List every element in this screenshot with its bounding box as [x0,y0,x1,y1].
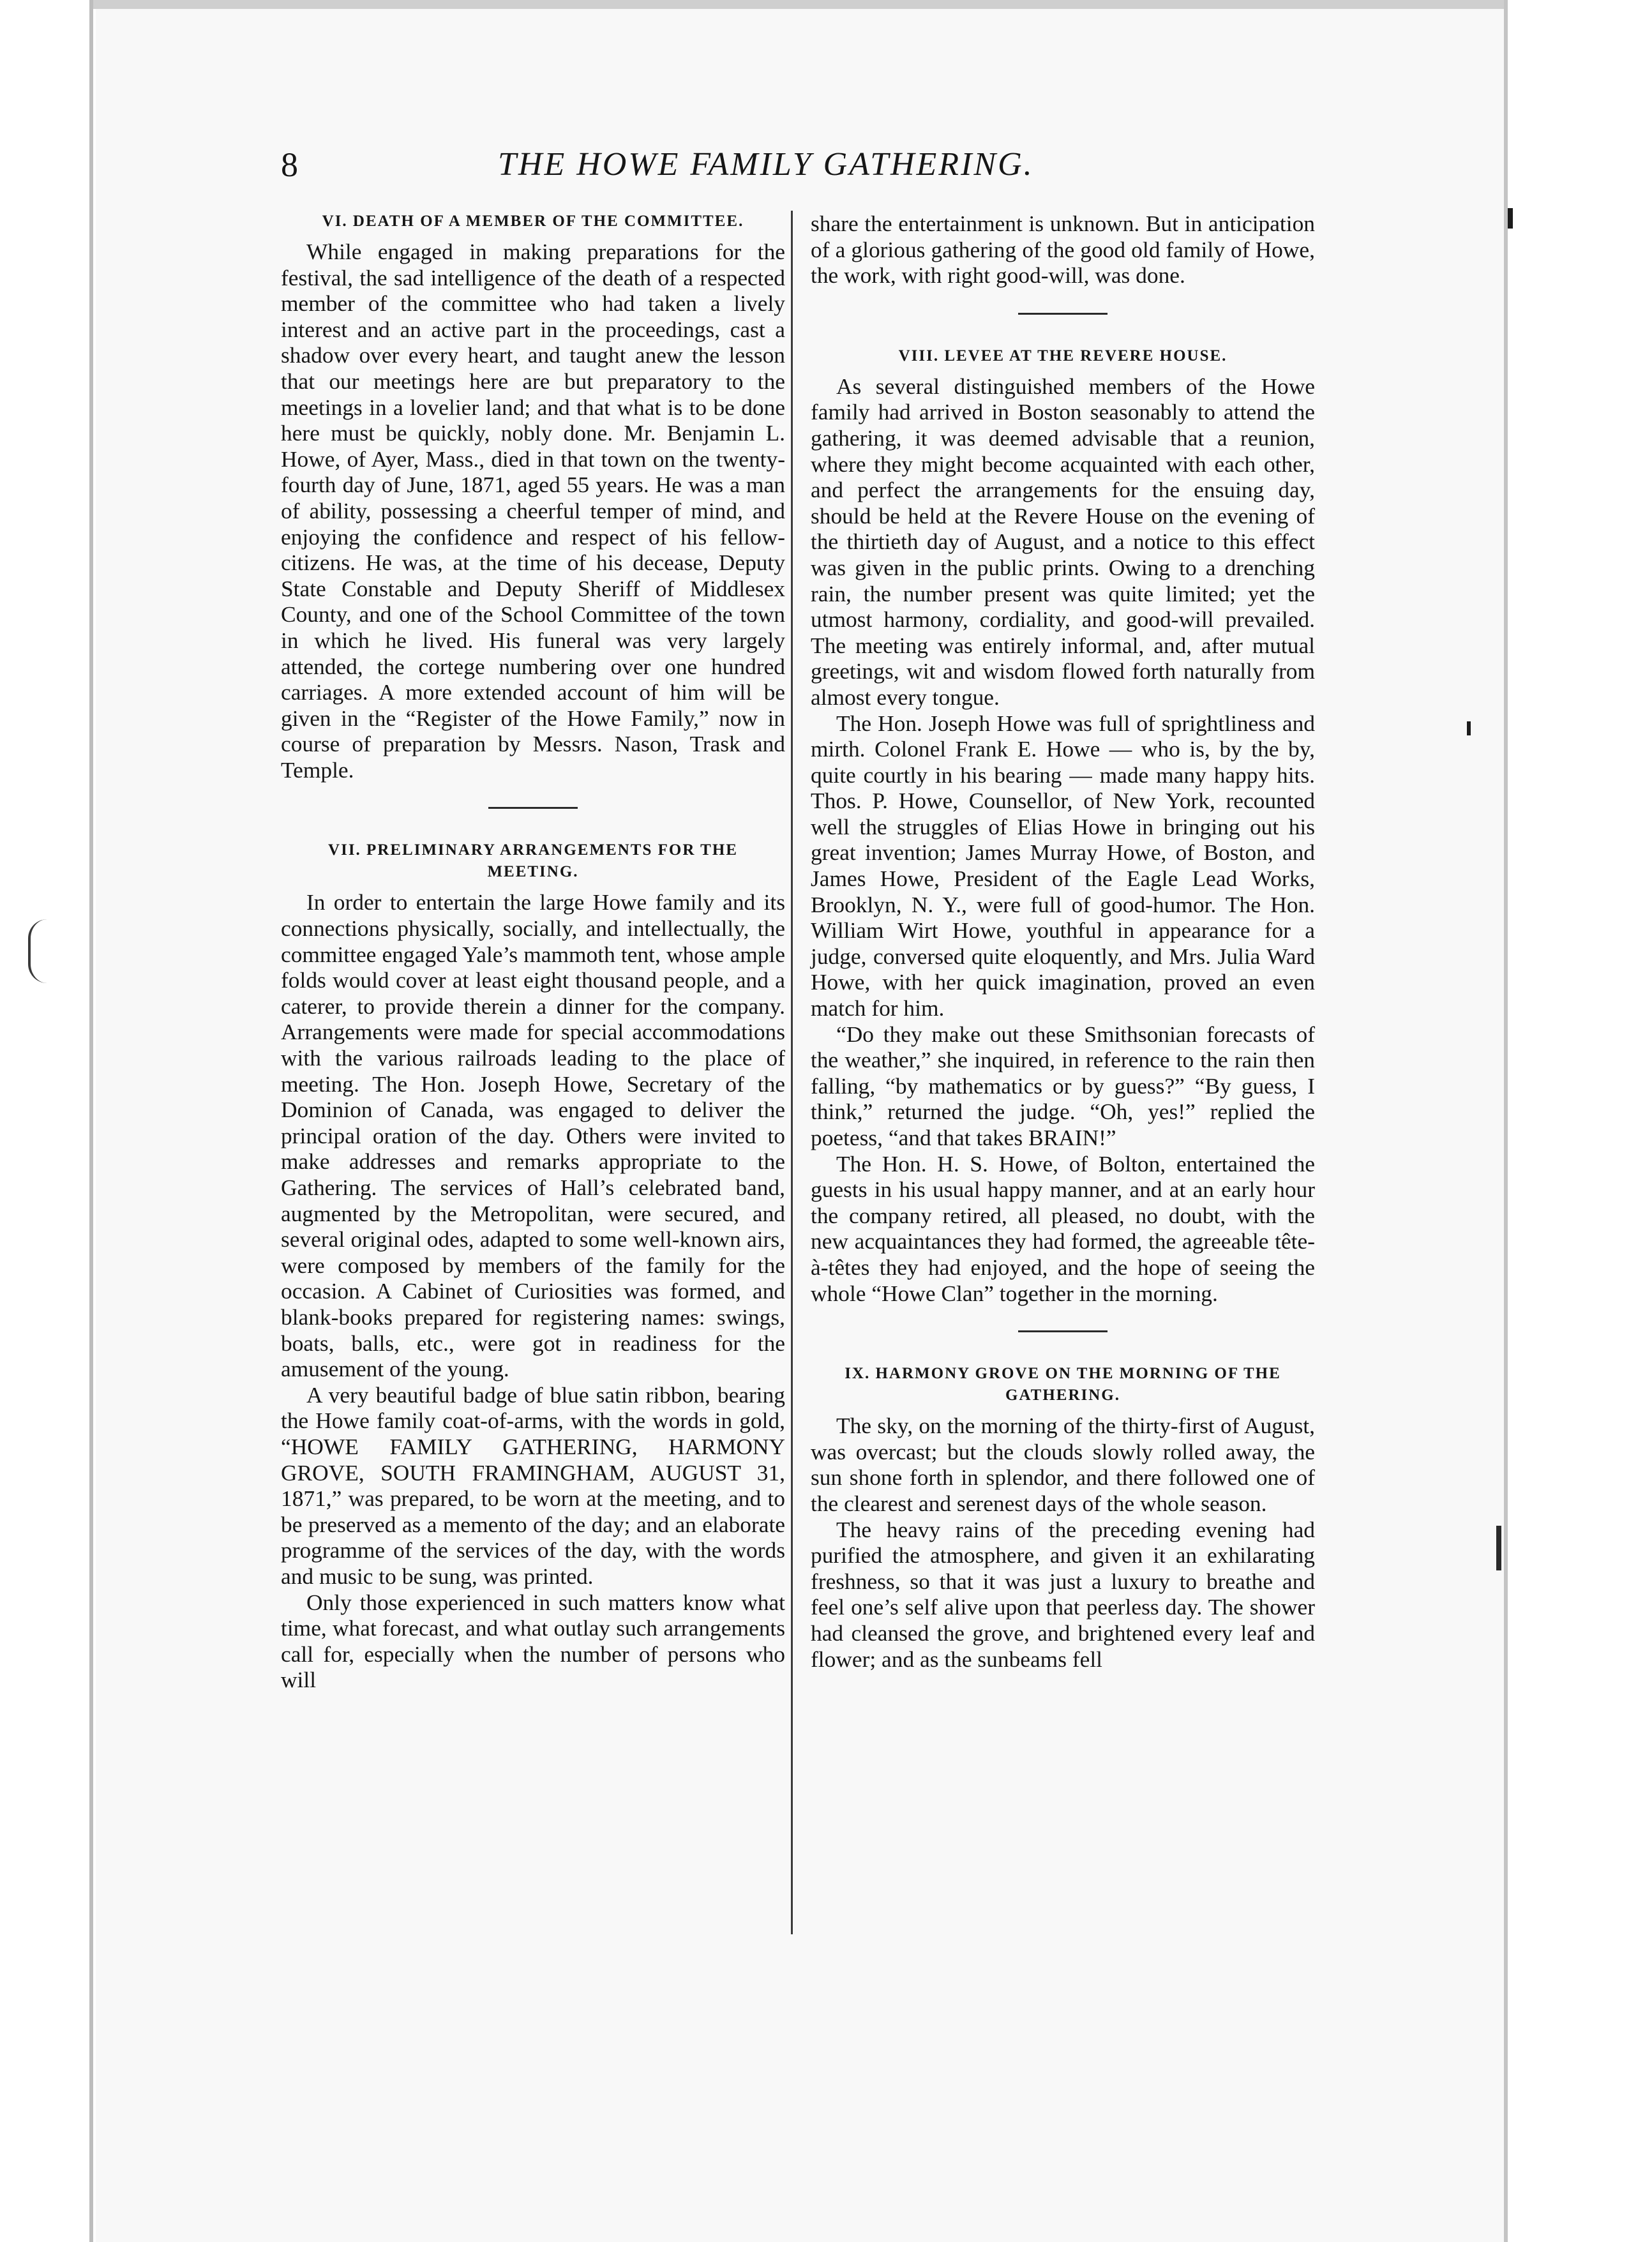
section-divider [1018,1330,1108,1332]
scan-border-left [89,0,93,2242]
ink-speck [1467,721,1471,735]
section-viii-paragraph-2: The Hon. Joseph Howe was full of sprightliness and mirth. Colonel Frank E. Howe — who is, by the by, quite courtly in his bearing — made many happy hits. Thos. P. Howe, Counsellor, of New York, recounted well the struggles of Elias Howe in bringing out his great invention; James Murray Howe, of Boston, and James Howe, President of the Eagle Lead Works, Brooklyn, N. Y., were full of good-humor. The Hon. William Wirt Howe, youthful in appearance for a judge, conversed quite eloquently, and Mrs. Julia Ward Howe, with her quick imagination, proved an even match for him. [811,710,1315,1021]
section-vii-paragraph-2: A very beautiful badge of blue satin ribbon, bearing the Howe family coat-of-arms, with the words in gold, “HOWE FAMILY GATHERING, HARMONY GROVE, SOUTH FRAMINGHAM, AUGUST 31, 1871,” was prepared, to be worn at the meeting, and to be preserved as a memento of the day; and an elaborate programme of the services of the day, with the words and music to be sung, was printed. [281,1381,785,1589]
ink-speck [1496,1526,1501,1570]
section-heading-vi: VI. DEATH OF A MEMBER OF THE COMMITTEE. [322,213,744,230]
section-vii-paragraph-1: In order to entertain the large Howe family and its connections physically, socially, and intellectually, the committee engaged Yale’s mammoth tent, whose ample folds would cover at least eight thousand people, and a caterer, to provide therein a dinner for the company. Arrangements were made for special accommodations with the various railroads leading to the place of meeting. The Hon. Joseph Howe, Secretary of the Dominion of Canada, was engaged to deliver the principal oration of the day. Others were invited to make addresses and remarks appropriate to the Gathering. The services of Hall’s celebrated band, augmented by the Metropolitan, were secured, and several original odes, adapted to some well-known airs, were composed by members of the family for the occasion. A Cabinet of Curiosities was formed, and blank-books prepared for registering names: swings, boats, balls, etc., were got in readiness for the amusement of the young. [281,889,785,1382]
section-ix-paragraph-2: The heavy rains of the preceding evening had purified the atmosphere, and given it an exhilarating freshness, so that it was just a luxury to breathe and feel one’s self alive upon that peerless day. The shower had cleansed the grove, and brightened every leaf and flower; and as the sunbeams fell [811,1516,1315,1672]
ink-speck [1508,208,1513,229]
section-ix-paragraph-1: The sky, on the morning of the thirty-first of August, was overcast; but the clouds slowly rolled away, the sun shone forth in splendor, and there followed one of the clearest and serenest days of the whole season. [811,1413,1315,1516]
page-number: 8 [281,146,298,184]
scan-border-top [89,0,1506,9]
continued-paragraph: share the entertainment is unknown. But in anticipation of a glorious gathering of the good old family of Howe, the work, with right good-will, was done. [811,211,1315,289]
section-heading-ix: IX. HARMONY GROVE ON THE MORNING OF THE GATHERING. [845,1365,1281,1404]
scan-border-right [1504,0,1508,2242]
section-vi-paragraph: While engaged in making preparations for the festival, the sad intelligence of the death of a respected member of the committee who had taken a lively interest and an active part in the proceedings, cast a shadow over every heart, and taught anew the lesson that our meetings here are but preparatory to the meetings in a lovelier land; and that what is to be done here must be quickly, nobly done. Mr. Benjamin L. Howe, of Ayer, Mass., died in that town on the twenty-fourth day of June, 1871, aged 55 years. He was a man of ability, possessing a cheerful temper of mind, and enjoying the confidence and respect of his fellow-citizens. He was, at the time of his decease, Deputy State Constable and Deputy Sheriff of Middlesex County, and one of the School Committee of the town in which he lived. His funeral was very largely attended, the cortege numbering over one hundred carriages. A more extended account of him will be given in the “Register of the Howe Family,” now in course of preparation by Messrs. Nason, Trask and Temple. [281,239,785,783]
running-head: THE HOWE FAMILY GATHERING. [498,146,1034,183]
section-vii-paragraph-3: Only those experienced in such matters know what time, what forecast, and what outlay such arrangements call for, especially when the number of persons who will [281,1589,785,1693]
section-heading-vii: VII. PRELIMINARY ARRANGEMENTS FOR THE MEETING. [328,841,738,881]
margin-bracket-mark [28,919,50,983]
section-viii-paragraph-1: As several distinguished members of the Howe family had arrived in Boston seasonably to attend the gathering, it was deemed advisable that a reunion, where they might become acquainted with each other, and perfect the arrangements for the ensuing day, should be held at the Revere House on the evening of the thirtieth day of August, and a notice to this effect was given in the public prints. Owing to a drenching rain, the number present was quite limited; yet the utmost harmony, cordiality, and good-will prevailed. The meeting was entirely informal, and, after mutual greetings, wit and wisdom flowed forth naturally from almost every tongue. [811,373,1315,710]
column-rule [791,211,793,1934]
section-viii-paragraph-4: The Hon. H. S. Howe, of Bolton, entertained the guests in his usual happy manner, and at an early hour the company retired, all pleased, no doubt, with the new acquaintances they had formed, the agreeable tête-à-têtes they had enjoyed, and the hope of seeing the whole “Howe Clan” together in the morning. [811,1150,1315,1306]
section-divider [1018,313,1108,315]
left-column [281,211,785,1693]
right-column [811,211,1315,1672]
section-viii-paragraph-3: “Do they make out these Smithsonian forecasts of the weather,” she inquired, in reference to the rain then falling, “by mathematics or by guess?” “By guess, I think,” returned the judge. “Oh, yes!” replied the poetess, “and that takes BRAIN!” [811,1021,1315,1150]
section-heading-viii: VIII. LEVEE AT THE REVERE HOUSE. [898,347,1228,365]
section-divider [488,807,578,809]
